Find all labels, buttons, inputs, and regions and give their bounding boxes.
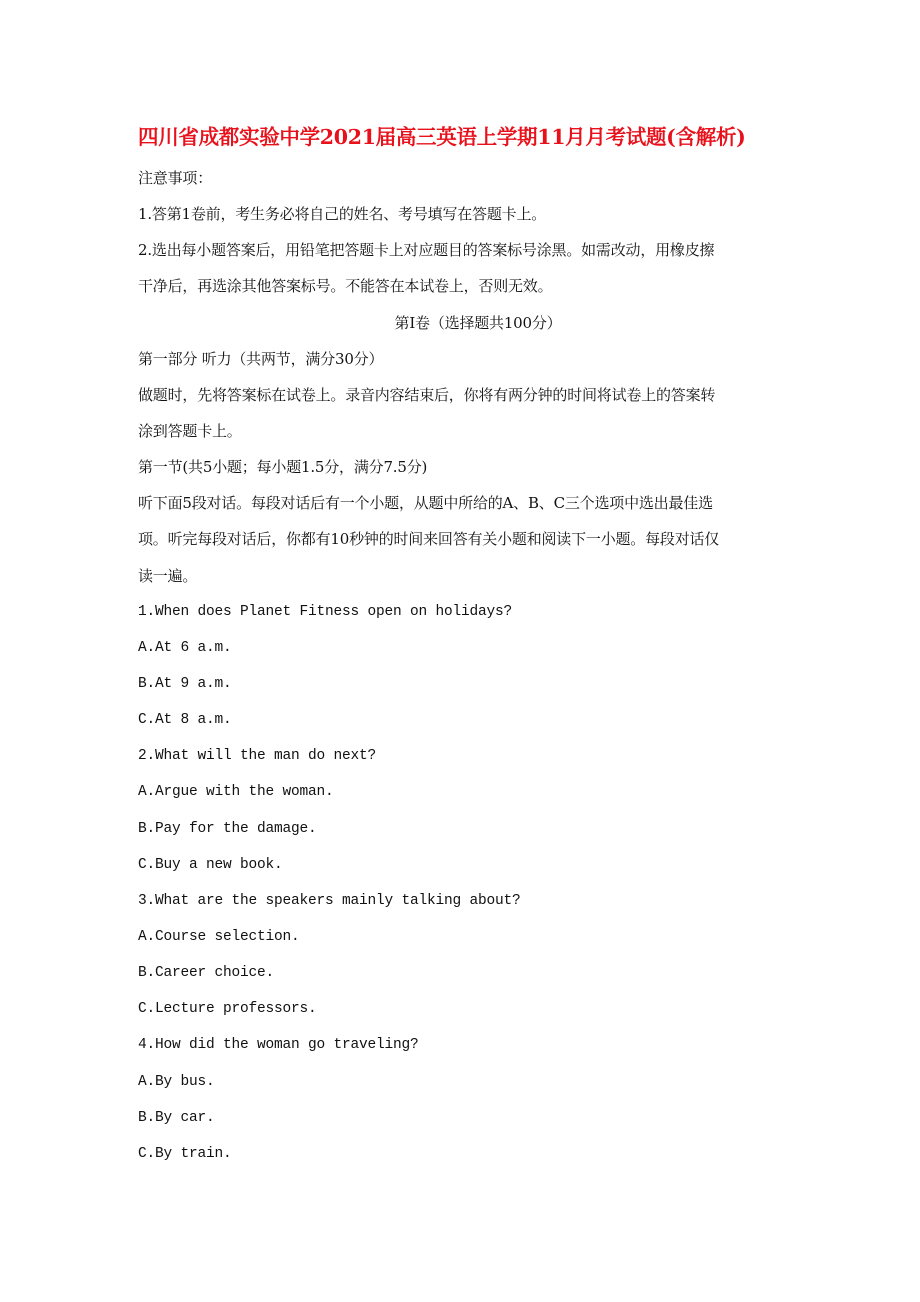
text-line: 2.选出每小题答案后，用铅笔把答题卡上对应题目的答案标号涂黑。如需改动，用橡皮擦 <box>138 241 715 260</box>
question-line: B.Pay for the damage. <box>138 820 317 837</box>
question-line: A.At 6 a.m. <box>138 639 232 656</box>
text-line: 干净后，再选涂其他答案标号。不能答在本试卷上，否则无效。 <box>138 277 553 296</box>
text-line: 第I卷（选择题共100分） <box>394 313 562 332</box>
question-line: 4.How did the woman go traveling? <box>138 1037 419 1054</box>
text-line: 1.答第1卷前，考生务必将自己的姓名、考号填写在答题卡上。 <box>138 205 547 224</box>
document-body <box>138 160 818 1172</box>
text-line: 读一遍。 <box>138 566 198 585</box>
text-line: 听下面5段对话。每段对话后有一个小题，从题中所给的A、B、C三个选项中选出最佳选 <box>138 494 713 513</box>
text-line: 第一节(共5小题；每小题1.5分，满分7.5分) <box>138 458 428 477</box>
text-line: 做题时，先将答案标在试卷上。录音内容结束后，你将有两分钟的时间将试卷上的答案转 <box>138 385 716 404</box>
question-line: 3.What are the speakers mainly talking about? <box>138 892 521 909</box>
question-line: 2.What will the man do next? <box>138 748 377 765</box>
question-line: B.Career choice. <box>138 965 275 982</box>
text-line: 第一部分 听力（共两节，满分30分） <box>138 349 384 368</box>
question-line: C.By train. <box>138 1145 232 1162</box>
document-title: 四川省成都实验中学2021届高三英语上学期11月月考试题(含解析) <box>138 125 746 149</box>
text-line: 涂到答题卡上。 <box>138 421 242 440</box>
text-line: 项。听完每段对话后，你都有10秒钟的时间来回答有关小题和阅读下一小题。每段对话仅 <box>138 530 720 549</box>
text-line: 注意事项： <box>138 169 213 187</box>
question-line: C.At 8 a.m. <box>138 712 232 729</box>
question-line: 1.When does Planet Fitness open on holidays? <box>138 603 513 620</box>
question-line: C.Buy a new book. <box>138 856 283 873</box>
question-line: B.At 9 a.m. <box>138 675 232 692</box>
question-line: A.Course selection. <box>138 928 300 945</box>
question-line: A.Argue with the woman. <box>138 784 334 801</box>
question-line: A.By bus. <box>138 1073 215 1090</box>
question-line: B.By car. <box>138 1109 215 1126</box>
question-line: C.Lecture professors. <box>138 1001 317 1018</box>
